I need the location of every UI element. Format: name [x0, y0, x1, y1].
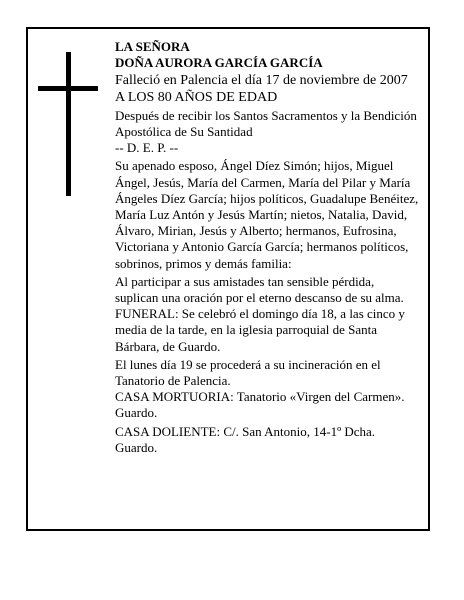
death-notice: Falleció en Palencia el día 17 de noviembre de 2007	[115, 73, 408, 89]
funeral-info: FUNERAL: Se celebró el domingo día 18, a las cinco y media de la tarde, en la iglesia parroquial de Santa Bárbara, de Guardo.	[115, 306, 405, 354]
heading-title: LA SEÑORA	[115, 39, 190, 54]
cross-icon-bar	[38, 86, 98, 91]
age-line: A LOS 80 AÑOS DE EDAD	[115, 89, 278, 105]
prayer-request: Al participar a sus amistades tan sensible pérdida, suplican una oración por el eterno descanso de su alma.	[115, 273, 404, 306]
mourning-home-info: CASA DOLIENTE: C/. San Antonio, 14-1º Dcha. Guardo.	[115, 423, 376, 455]
cross-icon	[66, 52, 71, 196]
deceased-name: DOÑA AURORA GARCÍA GARCÍA	[115, 55, 323, 71]
obituary-text	[115, 39, 419, 456]
cremation-info: El lunes día 19 se procederá a su incineración en el Tanatorio de Palencia.	[115, 356, 381, 389]
mortuary-info: CASA MORTUORIA: Tanatorio «Virgen del Carmen». Guardo.	[115, 389, 405, 421]
family-list: Su apenado esposo, Ángel Díez Simón; hijos, Miguel Ángel, Jesús, María del Carmen, María del Pilar y María Ángeles Díez García; hijos políticos, Guadalupe Benéitez, María Luz Antón y Jesús Martín; nietos, Natalia, David, Álvaro, Mirian, Jesús y Alberto; hermanos, Eufrosina, Victoriana y Antonio García García; hermanos políticos, sobrinos, primos y demás familia:	[115, 158, 419, 271]
dep-line: -- D. E. P. --	[115, 140, 179, 156]
sacraments-text: Después de recibir los Santos Sacramentos y la Bendición Apostólica de Su Santidad	[115, 107, 417, 140]
